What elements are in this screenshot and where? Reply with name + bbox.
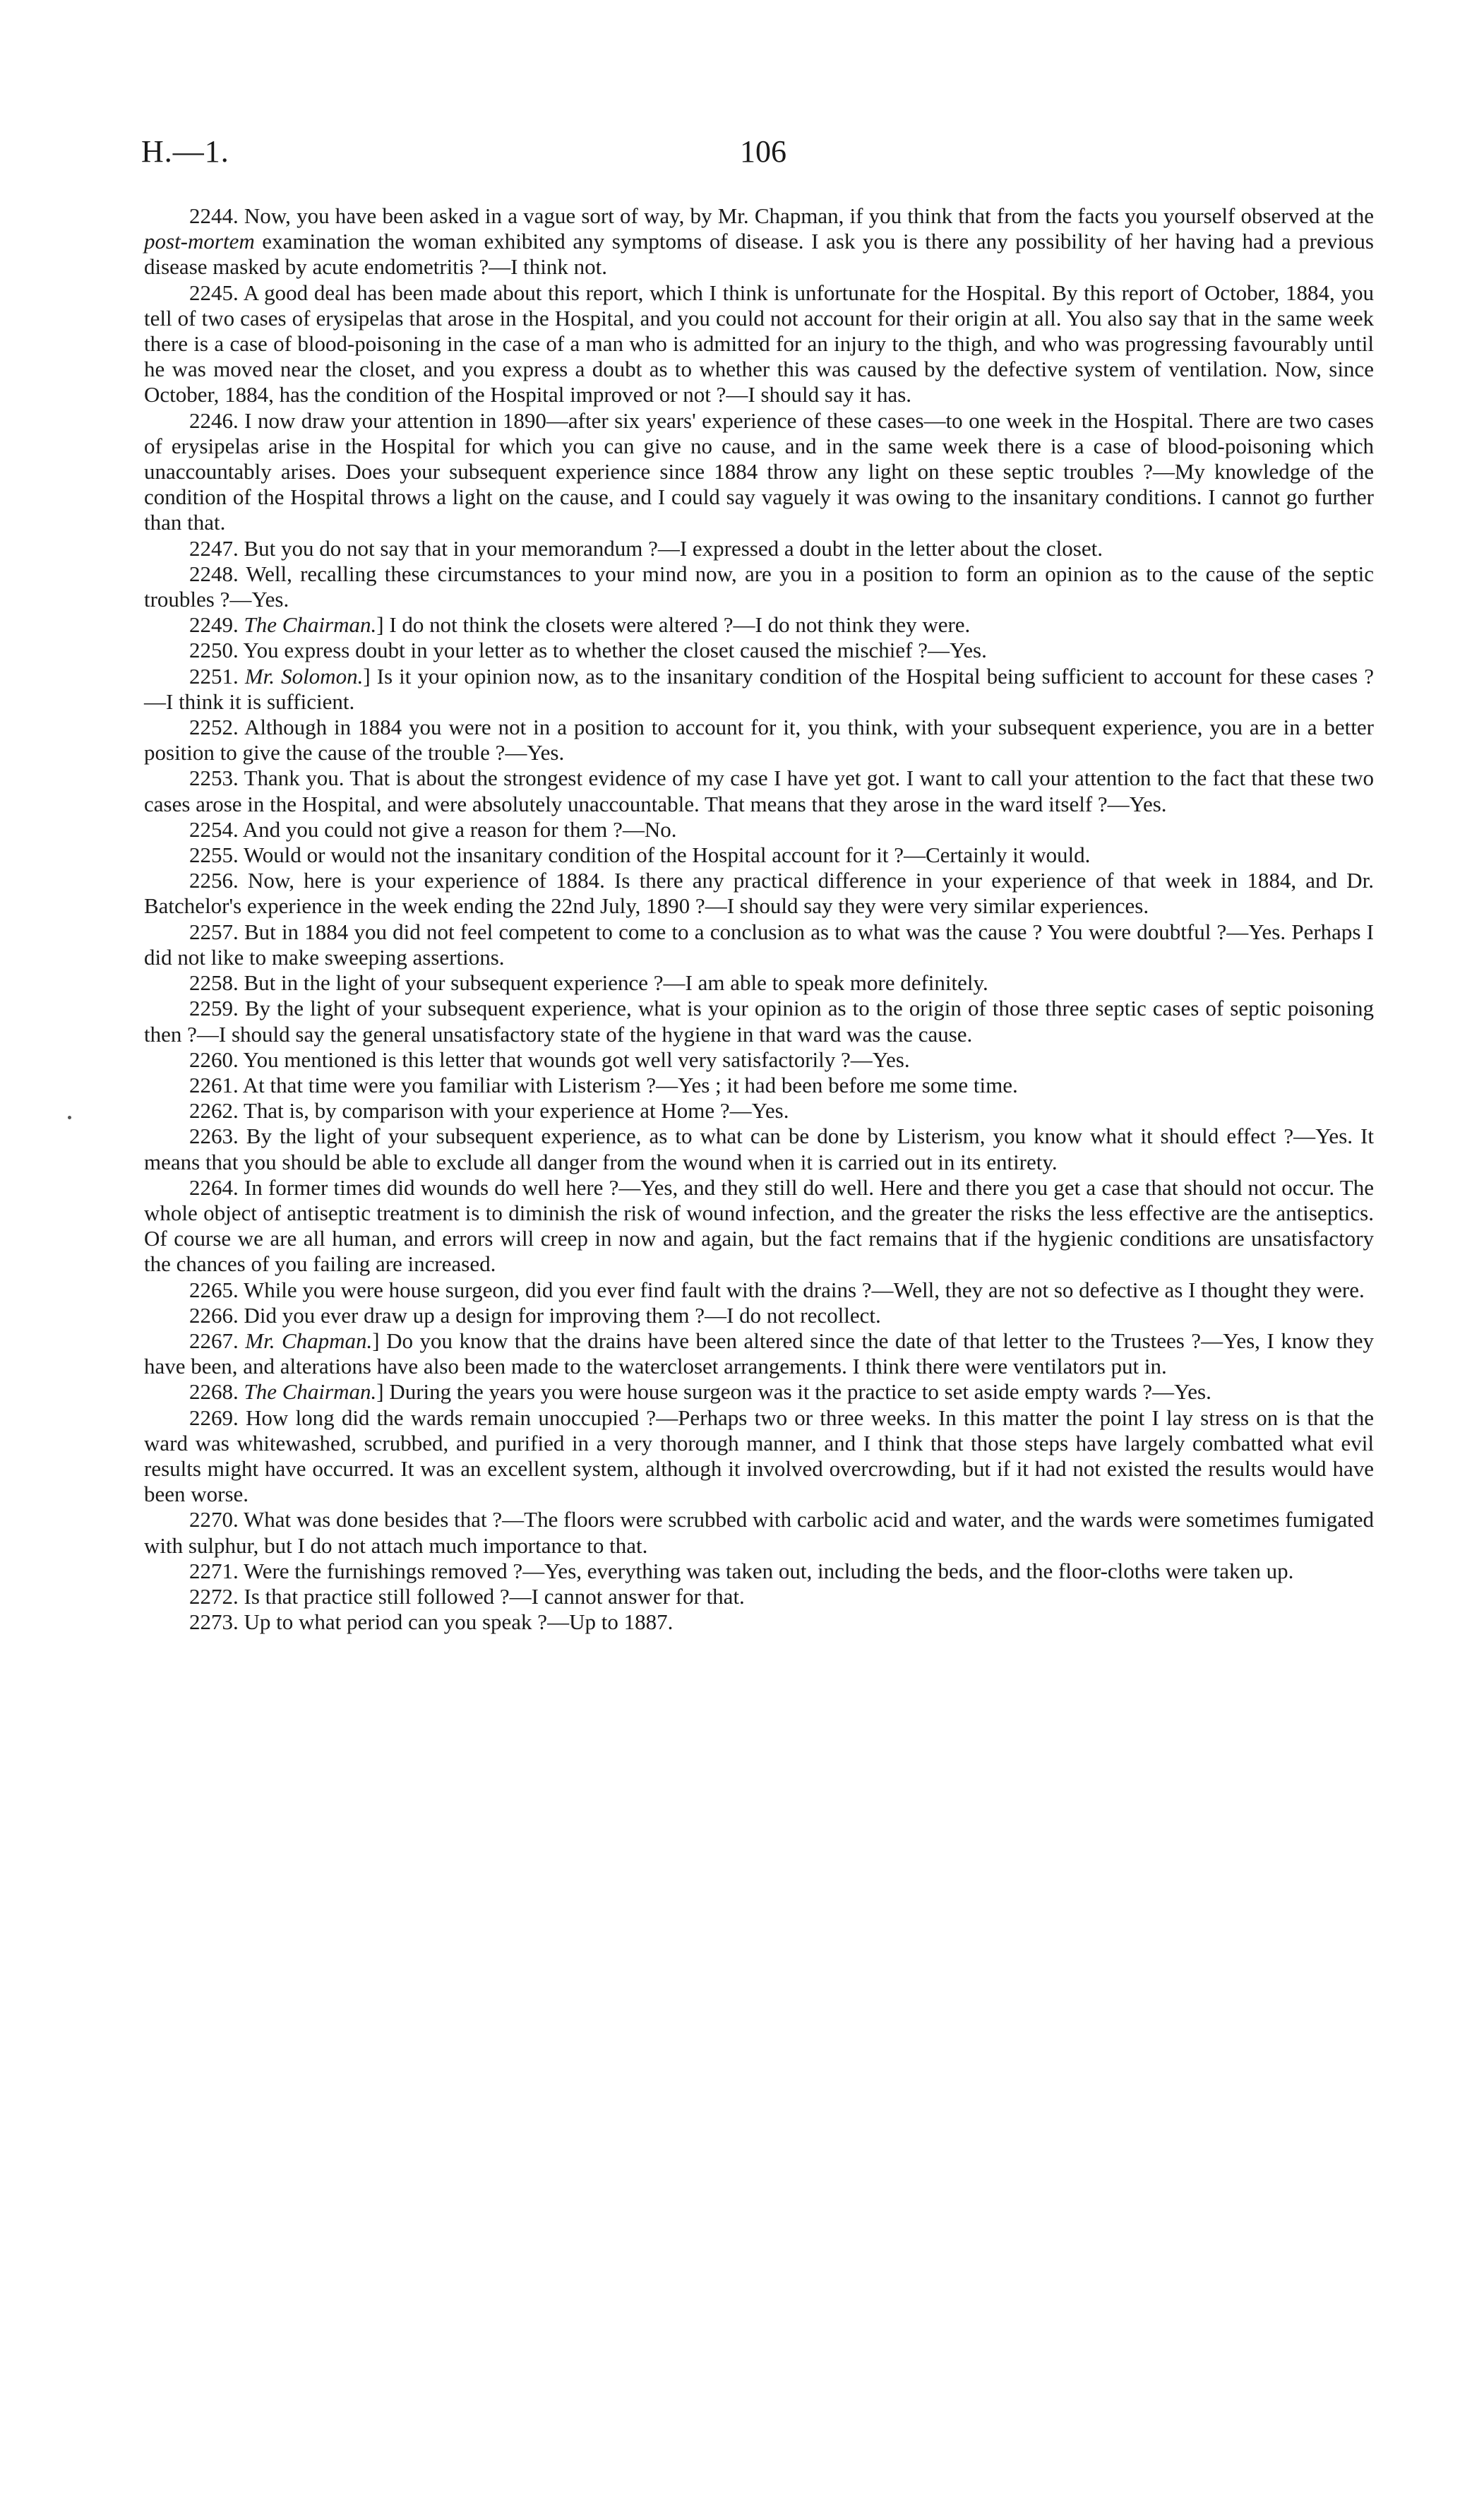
paragraph-2267: 2267. Mr. Chapman.] Do you know that the drains have been altered since the date of that letter to the Trustees ?—Yes, I know they have been, and alterations have also been made to the watercloset arrangements. I think there were ventilators put in. bbox=[144, 1328, 1374, 1379]
paragraph-2259: 2259. By the light of your subsequent experience, what is your opinion as to the origin of those three septic cases of septic poisoning then ?—I should say the general unsatisfactory state of the hygiene in that ward was the cause. bbox=[144, 996, 1374, 1047]
running-head: H.—1. bbox=[141, 134, 229, 169]
paragraph-2251: 2251. Mr. Solomon.] Is it your opinion now, as to the insanitary condition of the Hospital being sufficient to account for these cases ?—I think it is sufficient. bbox=[144, 663, 1374, 714]
paragraph-2264: 2264. In former times did wounds do well here ?—Yes, and they still do well. Here and there you get a case that should not occur. The whole object of antiseptic treatment is to diminish the risk of wound infection, and the greater the risks the less effective are the antiseptics. Of course we are all human, and errors will creep in now and again, but the fact remains that if the hygienic conditions are unsatisfactory the chances of you failing are increased. bbox=[144, 1174, 1374, 1277]
paragraph-2263: 2263. By the light of your subsequent experience, as to what can be done by Listerism, you know what it should effect ?—Yes. It means that you should be able to exclude all danger from the wound when it is carried out in its entirety. bbox=[144, 1124, 1374, 1174]
paragraph-2268: 2268. The Chairman.] During the years you were house surgeon was it the practice to set aside empty wards ?—Yes. bbox=[189, 1379, 1211, 1405]
speaker-name: Mr. Solomon. bbox=[244, 663, 364, 689]
minutes-of-evidence bbox=[144, 203, 1374, 1635]
paragraph-2266: 2266. Did you ever draw up a design for improving them ?—I do not recollect. bbox=[189, 1302, 881, 1328]
paragraph-2247: 2247. But you do not say that in your memorandum ?—I expressed a doubt in the letter about the closet. bbox=[189, 535, 1103, 561]
page-number: 106 bbox=[740, 134, 786, 169]
paragraph-2262: 2262. That is, by comparison with your experience at Home ?—Yes. bbox=[189, 1098, 789, 1124]
paragraph-2248: 2248. Well, recalling these circumstances to your mind now, are you in a position to form an opinion as to the cause of the septic troubles ?—Yes. bbox=[144, 561, 1374, 612]
paragraph-2257: 2257. But in 1884 you did not feel competent to come to a conclusion as to what was the cause ? You were doubtful ?—Yes. Perhaps I did not like to make sweeping assertions. bbox=[144, 919, 1374, 970]
speaker-name: The Chairman. bbox=[244, 612, 377, 638]
paragraph-2271: 2271. Were the furnishings removed ?—Yes, everything was taken out, including the beds, and the floor-cloths were taken up. bbox=[189, 1558, 1294, 1583]
paragraph-2269: 2269. How long did the wards remain unoccupied ?—Perhaps two or three weeks. In this matter the point I lay stress on is that the ward was whitewashed, scrubbed, and purified in a very thorough manner, and I think that those steps have largely combatted what evil results might have occurred. It was an excellent system, although it involved overcrowding, but if it had not existed the results would have been worse. bbox=[144, 1405, 1374, 1507]
paragraph-2256: 2256. Now, here is your experience of 1884. Is there any practical difference in your experience of that week in 1884, and Dr. Batchelor's experience in the week ending the 22nd July, 1890 ?—I should say they were very similar experiences. bbox=[144, 868, 1374, 919]
paragraph-2245: 2245. A good deal has been made about this report, which I think is unfortunate for the Hospital. By this report of October, 1884, you tell of two cases of erysipelas that arose in the Hospital, and you could not account for their origin at all. You also say that in the same week there is a case of blood-poisoning in the case of a man who is admitted for an injury to the thigh, and who was progressing favourably until he was moved near the closet, and you express a doubt as to whether this was caused by the defective system of ventilation. Now, since October, 1884, has the condition of the Hospital improved or not ?—I should say it has. bbox=[144, 280, 1374, 407]
paragraph-2265: 2265. While you were house surgeon, did you ever find fault with the drains ?—Well, they are not so defective as I thought they were. bbox=[189, 1277, 1365, 1302]
paragraph-2254: 2254. And you could not give a reason for them ?—No. bbox=[189, 816, 677, 842]
paragraph-2261: 2261. At that time were you familiar with Listerism ?—Yes ; it had been before me some time. bbox=[189, 1072, 1018, 1097]
paragraph-2246: 2246. I now draw your attention in 1890—after six years' experience of these cases—to one week in the Hospital. There are two cases of erysipelas arise in the Hospital for which you can give no cause, and in the same week there is a case of blood-poisoning which unaccountably arises. Does your subsequent experience since 1884 throw any light on these septic troubles ?—My knowledge of the condition of the Hospital throws a light on the cause, and I could say vaguely it was owing to the insanitary conditions. I cannot go further than that. bbox=[144, 407, 1374, 535]
scan-speck bbox=[68, 1116, 71, 1119]
paragraph-2272: 2272. Is that practice still followed ?—I cannot answer for that. bbox=[189, 1583, 745, 1609]
paragraph-2258: 2258. But in the light of your subsequent experience ?—I am able to speak more definitely. bbox=[189, 970, 988, 996]
paragraph-2252: 2252. Although in 1884 you were not in a position to account for it, you think, with your subsequent experience, you are in a better position to give the cause of the trouble ?—Yes. bbox=[144, 715, 1374, 766]
speaker-name: The Chairman. bbox=[244, 1379, 377, 1405]
paragraph-2253: 2253. Thank you. That is about the strongest evidence of my case I have yet got. I want to call your attention to the fact that these two cases arose in the Hospital, and were absolutely unaccountable. That means that they arose in the ward itself ?—Yes. bbox=[144, 766, 1374, 816]
paragraph-2273: 2273. Up to what period can you speak ?—Up to 1887. bbox=[189, 1609, 674, 1635]
paragraph-2270: 2270. What was done besides that ?—The floors were scrubbed with carbolic acid and water, and the wards were sometimes fumigated with sulphur, but I do not attach much importance to that. bbox=[144, 1507, 1374, 1558]
paragraph-2250: 2250. You express doubt in your letter as to whether the closet caused the mischief ?—Yes. bbox=[189, 638, 987, 663]
paragraph-2255: 2255. Would or would not the insanitary condition of the Hospital account for it ?—Certainly it would. bbox=[189, 842, 1091, 868]
paragraph-2260: 2260. You mentioned is this letter that wounds got well very satisfactorily ?—Yes. bbox=[189, 1047, 910, 1072]
paragraph-2244: 2244. Now, you have been asked in a vague sort of way, by Mr. Chapman, if you think that from the facts you yourself observed at the post-mortem examination the woman exhibited any symptoms of disease. I ask you is there any possibility of her having had a previous disease masked by acute endometritis ?—I think not. bbox=[144, 203, 1374, 280]
paragraph-2249: 2249. The Chairman.] I do not think the closets were altered ?—I do not think they were. bbox=[189, 612, 971, 638]
speaker-name: Mr. Chapman. bbox=[245, 1328, 373, 1353]
page-header bbox=[141, 134, 1384, 177]
